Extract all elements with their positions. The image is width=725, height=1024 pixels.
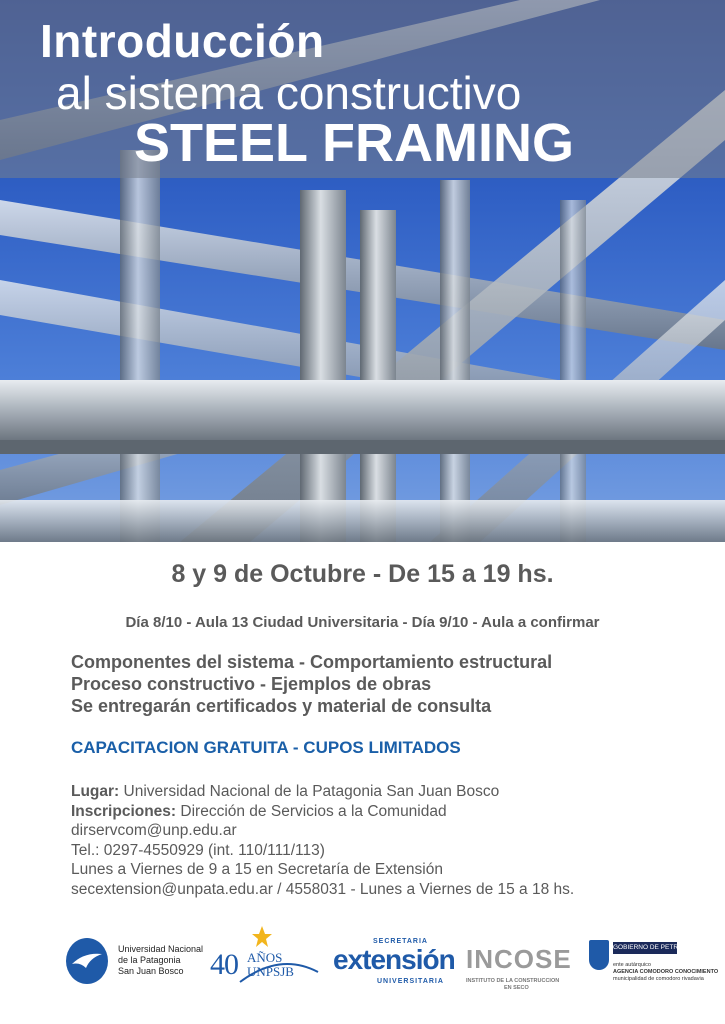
feature-item: Se entregarán certificados y material de consulta — [71, 696, 492, 716]
anios-unpsjb-label: UNPSJB — [247, 964, 294, 979]
gob-line-3: municipalidad de comodoro rivadavia — [613, 976, 704, 982]
feature-list — [71, 651, 552, 717]
incose-logo — [464, 944, 574, 994]
extension-main-label: extensión — [333, 944, 455, 975]
title-line-3: STEEL FRAMING — [134, 113, 575, 173]
event-rooms: Día 8/10 - Aula 13 Ciudad Universitaria - Día 9/10 - Aula a confirmar — [125, 614, 600, 631]
lugar-label: Lugar: — [71, 783, 120, 800]
inscripciones-line — [71, 802, 574, 822]
anios-label: AÑOS — [247, 950, 283, 965]
unp-logo — [66, 936, 206, 986]
feature-item: Componentes del sistema - Comportamiento estructural — [71, 652, 553, 672]
albatross-emblem-icon — [66, 938, 108, 984]
hours-text: Lunes a Viernes de 9 a 15 en Secretaría de Extensión — [71, 861, 443, 878]
municipal-shield-icon — [589, 940, 609, 970]
unp-name-line: San Juan Bosco — [118, 966, 184, 976]
promo-text: CAPACITACION GRATUITA - CUPOS LIMITADOS — [71, 738, 461, 757]
info-block — [71, 782, 574, 899]
lugar-value: Universidad Nacional de la Patagonia San Juan Bosco — [119, 783, 500, 800]
extension-bottom-label: UNIVERSITARIA — [377, 978, 444, 985]
unp-name-line: Universidad Nacional — [118, 944, 204, 954]
incose-sub-label: INSTITUTO DE LA CONSTRUCCION — [466, 978, 560, 984]
lugar-line — [71, 782, 574, 802]
gob-banner: GOBIERNO DE PETRO — [613, 942, 677, 954]
incose-sub2-label: EN SECO — [504, 985, 529, 991]
anios-number: 40 — [210, 948, 238, 981]
feature-item: Proceso constructivo - Ejemplos de obras — [71, 674, 432, 694]
email-link[interactable]: dirservcom@unp.edu.ar — [71, 822, 237, 839]
event-dates: 8 y 9 de Octubre - De 15 a 19 hs. — [171, 560, 554, 588]
inscripciones-label: Inscripciones: — [71, 802, 177, 820]
contact-extension-text: secextension@unpata.edu.ar / 4558031 - Lunes a Viernes de 15 a 18 hs. — [71, 880, 575, 898]
40-anios-logo — [210, 922, 320, 984]
phone-text: Tel.: 0297-4550929 (int. 110/111/113) — [71, 841, 325, 859]
title-line-2: al sistema constructivo — [56, 67, 522, 119]
gob-line-2: AGENCIA COMODORO CONOCIMIENTO — [613, 969, 719, 975]
gobierno-logo — [589, 940, 719, 986]
unp-name — [118, 944, 203, 977]
incose-main-label: INCOSE — [466, 944, 572, 974]
title-line-1: Introducción — [40, 15, 325, 67]
gob-line-1: ente autárquico — [613, 962, 651, 968]
unp-name-line: de la Patagonia — [118, 955, 181, 965]
extension-logo — [333, 938, 453, 988]
extension-top-label: SECRETARIA — [373, 938, 428, 945]
inscripciones-value: Dirección de Servicios a la Comunidad — [176, 802, 447, 820]
